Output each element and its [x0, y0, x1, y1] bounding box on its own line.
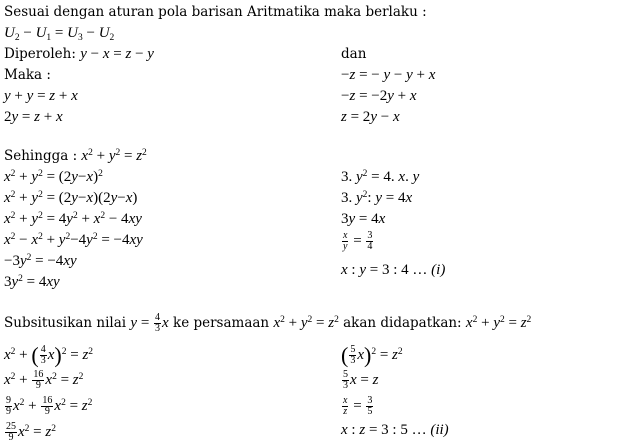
equation-u-differences: $U_2 - U_1 = U_3 - U_2$	[4, 25, 115, 43]
right-eq-8: ( $\frac{5}{3}$ $x)^2 = z^2$	[341, 342, 403, 368]
left-eq-8: $3y^2 = 4xy$	[4, 274, 60, 290]
left-eq-10: $x^2$ + $\frac{16}{9}$ $x^2 = z^2$	[4, 369, 84, 391]
left-eq-2: 2y = z + x	[4, 109, 63, 125]
right-eq-4: 3. $y^2 = 4$. x. y	[341, 169, 420, 185]
left-eq-12: $\frac{25}{9}$ $x^2 = z^2$	[6, 421, 56, 443]
left-eq-6: $x^2 - x^2 + y^2-4y^2 = -4xy$	[4, 232, 143, 248]
subs-line: Subsitusikan nilai y = $\frac{4}{3}$ x ke persamaan $x^2 + y^2 = z^2$ akan didapatkan: $x^2 + y^2 = z^2$	[4, 312, 532, 334]
right-eq-5: 3. $y^2$: y = 4x	[341, 190, 413, 206]
mark-ii: (ii)	[430, 422, 449, 438]
maka-label: Maka :	[4, 67, 51, 83]
right-eq-6: 3y = 4x	[341, 211, 386, 227]
left-eq-9: $x^2$ + ( $\frac{4}{3}$ $x)^2 = z^2$	[4, 342, 94, 368]
right-eq-10: $\frac{x}{z}$ = $\frac{3}{5}$	[343, 395, 373, 417]
sehingga-label: Sehingga :	[4, 148, 78, 164]
left-eq-1: y + y = z + x	[4, 88, 78, 104]
right-eq-9: $\frac{5}{3}$ x = z	[343, 369, 379, 391]
left-eq-3: $x^2 + y^2 = (2y-x)^2$	[4, 169, 103, 185]
right-eq-2: −z = −2y + x	[341, 88, 417, 104]
dan-label: dan	[341, 46, 367, 62]
intro-text: Sesuai dengan aturan pola barisan Aritmatika maka berlaku :	[4, 4, 427, 20]
right-eq-7: $\frac{x}{y}$ = $\frac{3}{4}$	[343, 230, 373, 252]
left-eq-4: $x^2 + y^2 = (2y-x)(2y-x)$	[4, 190, 138, 206]
subs-middle: ke persamaan	[173, 314, 270, 331]
left-eq-11: $\frac{9}{9}$ $x^2$ + $\frac{16}{9}$ $x^2 = z^2$	[6, 395, 93, 417]
mark-i: (i)	[431, 262, 446, 278]
right-eq-3: z = 2y − x	[341, 109, 400, 125]
right-eq-1: −z = − y − y + x	[341, 67, 436, 83]
ratio-xz: x : z = 3 : 5 … (ii)	[341, 422, 449, 438]
diperoleh-label: Diperoleh:	[4, 46, 76, 62]
sehingga-line: Sehingga : $x^2 + y^2 = z^2$	[4, 148, 147, 164]
subs-suffix: akan didapatkan:	[343, 314, 462, 331]
diperoleh-line: Diperoleh: y − x = z − y	[4, 46, 154, 62]
subs-prefix: Subsitusikan nilai	[4, 314, 127, 331]
ratio-xy: x : y = 3 : 4 … (i)	[341, 262, 446, 278]
left-eq-7: $-3y^2 = -4xy$	[4, 253, 77, 269]
left-eq-5: $x^2 + y^2 = 4y^2 + x^2 - 4xy$	[4, 211, 142, 227]
